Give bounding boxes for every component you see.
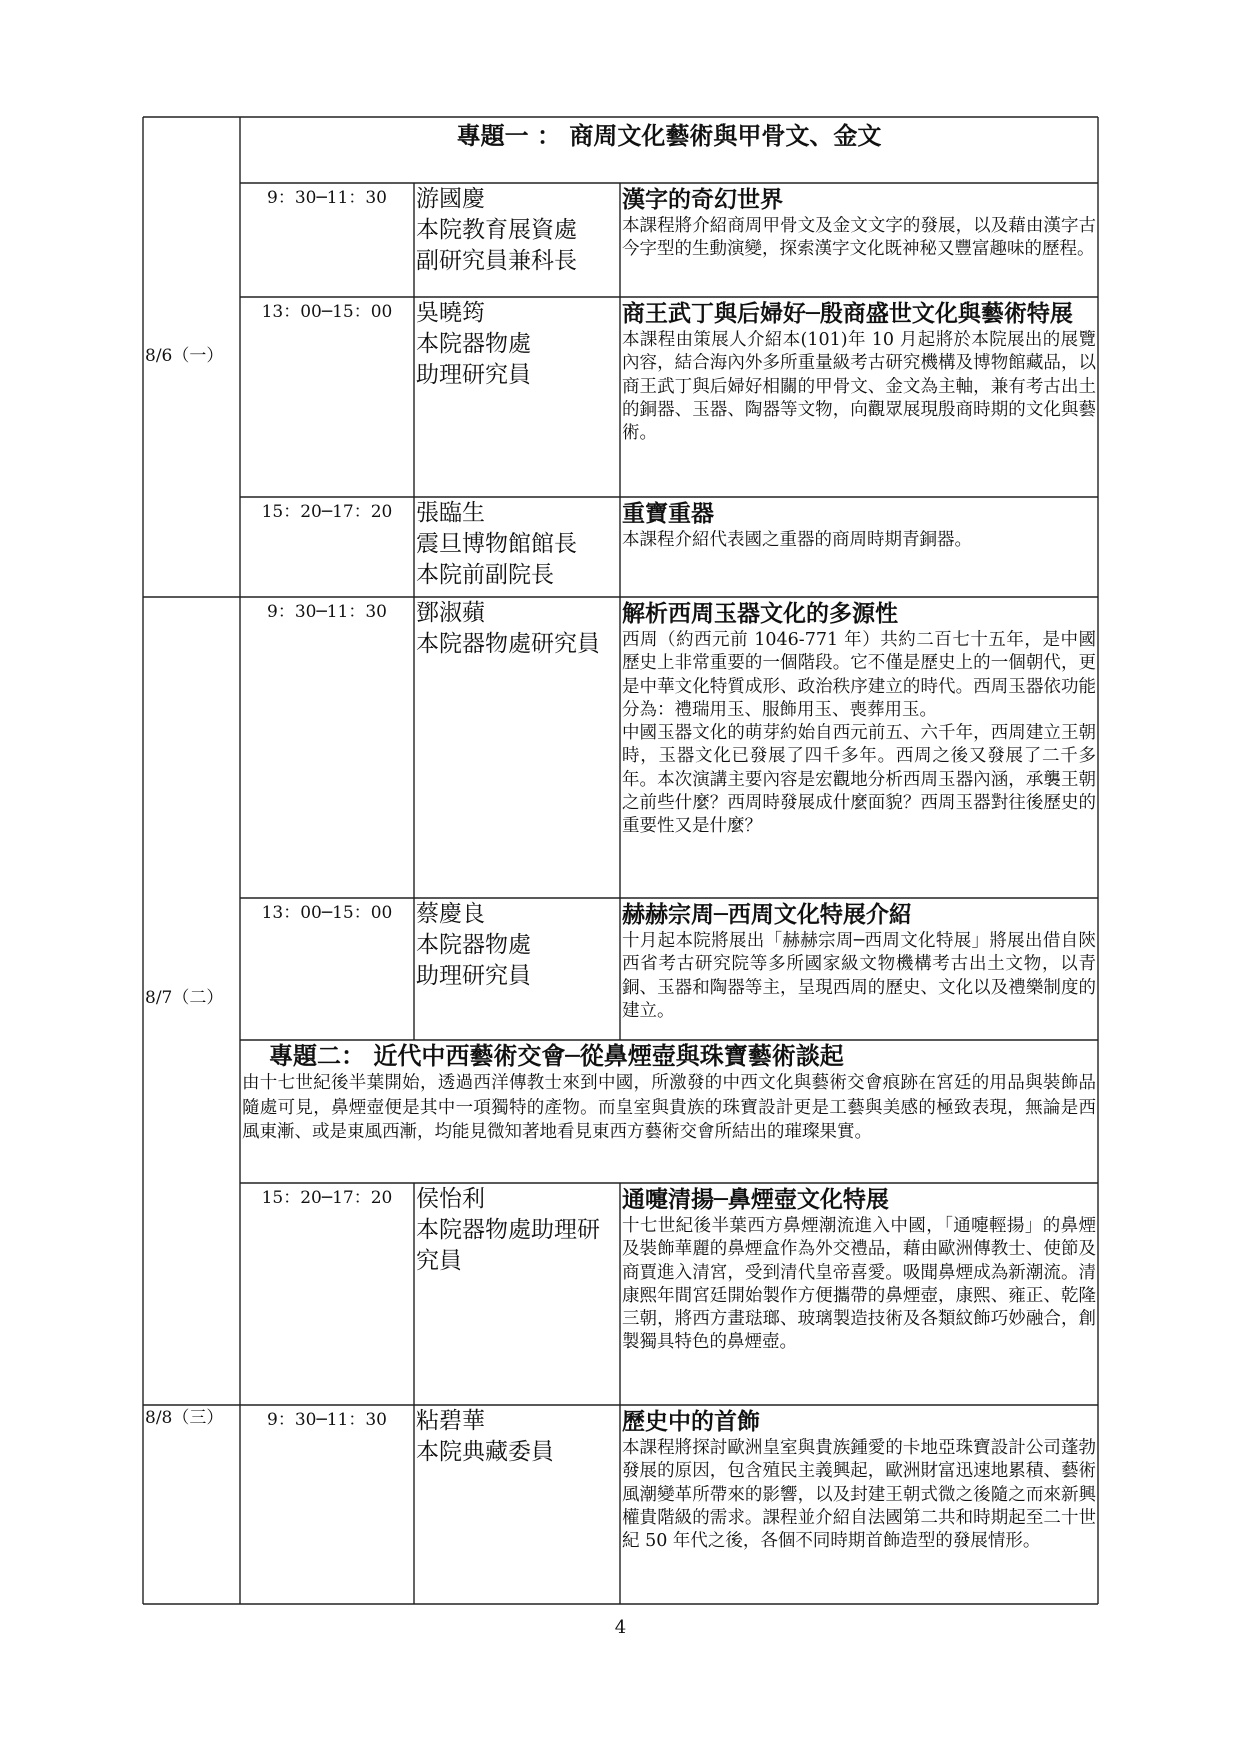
speaker-info	[416, 899, 620, 992]
speaker-position: 助理研究員	[416, 362, 531, 388]
course-title: 漢字的奇幻世界	[622, 186, 783, 213]
course-title: 通嚏清揚─鼻煙壺文化特展	[622, 1186, 889, 1213]
speaker-affiliation: 本院器物處助理研	[416, 1217, 600, 1243]
day-label-8-8: 8/8（三）	[145, 1408, 224, 1428]
topic-2-intro: 由十七世紀後半葉開始，透過西洋傳教士來到中國，所激發的中西文化與藝術交會痕跡在宮廷的用品與裝飾品隨處可見，鼻煙壺便是其中一項獨特的產物。而皇室與貴族的珠寶設計更是工藝與美感的極致表現，無論是西風東漸、或是東風西漸，均能見微知著地看見東西方藝術交會所結出的璀璨果實。	[242, 1073, 1096, 1142]
course-title: 解析西周玉器文化的多源性	[622, 600, 898, 627]
course-title: 歷史中的首飾	[622, 1408, 760, 1435]
speaker-affiliation: 本院典藏委員	[416, 1439, 554, 1465]
session-time: 15：20─17：20	[261, 502, 393, 522]
course-content	[622, 1406, 1096, 1553]
course-content	[622, 184, 1096, 262]
session-time: 13：00─15：00	[261, 903, 393, 923]
speaker-name: 張臨生	[416, 500, 485, 526]
speaker-affiliation: 本院器物處研究員	[416, 631, 600, 657]
course-description: 西周（約西元前 1046-771 年）共約二百七十五年，是中國歷史上非常重要的一個階段。它不僅是歷史上的一個朝代，更是中華文化特質成形、政治秩序建立的時代。西周玉器依功能分為：禮瑞用玉、服飾用玉、喪葬用玉。	[622, 630, 1096, 720]
session-time: 13：00─15：00	[261, 302, 393, 322]
session-time: 15：20─17：20	[261, 1188, 393, 1208]
session-time: 9：30─11：30	[267, 602, 387, 622]
speaker-name: 侯怡利	[416, 1186, 485, 1212]
speaker-position: 助理研究員	[416, 963, 531, 989]
course-description: 本課程將探討歐洲皇室與貴族鍾愛的卡地亞珠寶設計公司蓬勃發展的原因，包含殖民主義興起，歐洲財富迅速地累積、藝術風潮變革所帶來的影響，以及封建王朝式微之後隨之而來新興權貴階級的需求。課程並介紹自法國第二共和時期起至二十世紀 50 年代之後，各個不同時期首飾造型的發展情形。	[622, 1438, 1096, 1552]
session-time: 9：30─11：30	[267, 188, 387, 208]
topic-2-heading: 專題二： 近代中西藝術交會─從鼻煙壺與珠寶藝術談起	[269, 1041, 844, 1070]
course-content	[622, 899, 1096, 1023]
course-content	[622, 598, 1096, 839]
page-number: 4	[614, 1617, 627, 1638]
topic-1-heading: 專題一 ： 商周文化藝術與甲骨文、金文	[456, 121, 882, 150]
speaker-name: 粘碧華	[416, 1408, 485, 1434]
course-description: 本課程介紹代表國之重器的商周時期青銅器。	[622, 530, 972, 550]
speaker-position: 副研究員兼科長	[416, 248, 577, 274]
course-description: 本課程由策展人介紹本(101)年 10 月起將於本院展出的展覽內容，結合海內外多所重量級考古研究機構及博物館藏品，以商王武丁與后婦好相關的甲骨文、金文為主軸，兼有考古出土的銅器、玉器、陶器等文物，向觀眾展現殷商時期的文化與藝術。	[622, 330, 1096, 444]
speaker-info	[416, 498, 620, 591]
speaker-position: 究員	[416, 1248, 462, 1274]
speaker-name: 吳曉筠	[416, 300, 485, 326]
speaker-name: 鄧淑蘋	[416, 600, 485, 626]
course-content	[622, 1184, 1096, 1355]
speaker-info	[416, 298, 620, 391]
speaker-affiliation: 本院教育展資處	[416, 217, 577, 243]
speaker-name: 游國慶	[416, 186, 485, 212]
course-content	[622, 298, 1096, 445]
course-description: 十七世紀後半葉西方鼻煙潮流進入中國，「通嚏輕揚」的鼻煙及裝飾華麗的鼻煙盒作為外交禮品，藉由歐洲傳教士、使節及商賈進入清宮，受到清代皇帝喜愛。吸聞鼻煙成為新潮流。清康熙年間宮廷開始製作方便攜帶的鼻煙壺，康熙、雍正、乾隆三朝，將西方畫琺瑯、玻璃製造技術及各類紋飾巧妙融合，創製獨具特色的鼻煙壺。	[622, 1216, 1096, 1353]
speaker-info	[416, 184, 620, 277]
course-description-continued: 中國玉器文化的萌芽約始自西元前五、六千年，西周建立王朝時，玉器文化已發展了四千多年。西周之後又發展了二千多年。本次演講主要內容是宏觀地分析西周玉器內涵，承襲王朝之前些什麼？西周時發展成什麼面貌？西周玉器對往後歷史的重要性又是什麼？	[622, 723, 1096, 837]
speaker-affiliation: 本院器物處	[416, 932, 531, 958]
speaker-position: 本院前副院長	[416, 562, 554, 588]
course-description: 本課程將介紹商周甲骨文及金文文字的發展，以及藉由漢字古今字型的生動演變，探索漢字文化既神秘又豐富趣味的歷程。	[622, 216, 1096, 260]
topic-2-block	[242, 1041, 1096, 1183]
day-label-8-6: 8/6（一）	[145, 346, 224, 366]
speaker-info	[416, 1406, 620, 1468]
day-label-8-7: 8/7（二）	[145, 988, 224, 1008]
course-title: 赫赫宗周─西周文化特展介紹	[622, 901, 912, 928]
speaker-name: 蔡慶良	[416, 901, 485, 927]
course-title: 商王武丁與后婦好─殷商盛世文化與藝術特展	[622, 300, 1073, 327]
course-content	[622, 498, 1096, 552]
course-title: 重寶重器	[622, 500, 714, 527]
speaker-affiliation: 震旦博物館館長	[416, 531, 577, 557]
speaker-affiliation: 本院器物處	[416, 331, 531, 357]
course-description: 十月起本院將展出「赫赫宗周─西周文化特展」將展出借自陝西省考古研究院等多所國家級文物機構考古出土文物，以青銅、玉器和陶器等主，呈現西周的歷史、文化以及禮樂制度的建立。	[622, 931, 1096, 1021]
session-time: 9：30─11：30	[267, 1410, 387, 1430]
speaker-info	[416, 598, 620, 660]
speaker-info	[416, 1184, 620, 1277]
